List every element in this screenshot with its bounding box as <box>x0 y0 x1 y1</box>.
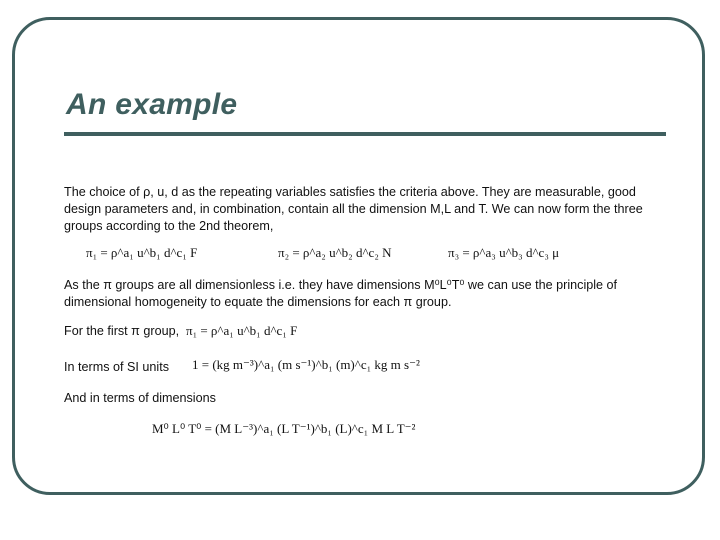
first-group-label: For the first π group, <box>64 324 180 338</box>
intro-paragraph: The choice of ρ, u, d as the repeating variables satisfies the criteria above. They are measurable, good design parameters and, in combination, contain all the dimension M,L and T. We can now form the three groups according to the 2nd theorem, <box>64 185 643 233</box>
dimensions-label: And in terms of dimensions <box>64 391 216 405</box>
pi3-equation: π₃ = ρ^a₃ u^b₃ d^c₃ μ <box>448 245 560 260</box>
dimensions-equation: M⁰ L⁰ T⁰ = (M L⁻³)^a₁ (L T⁻¹)^b₁ (L)^c₁ M L T⁻² <box>152 421 416 436</box>
pi1-equation: π₁ = ρ^a₁ u^b₁ d^c₁ F <box>86 245 198 260</box>
title-underline <box>64 132 666 136</box>
slide-title: An example <box>66 88 238 121</box>
si-units-label: In terms of SI units <box>64 360 169 374</box>
first-group-equation: π₁ = ρ^a₁ u^b₁ d^c₁ F <box>186 323 298 338</box>
si-units-equation: 1 = (kg m⁻³)^a₁ (m s⁻¹)^b₁ (m)^c₁ kg m s⁻² <box>192 357 420 372</box>
dimensionless-paragraph: As the π groups are all dimensionless i.e. they have dimensions M⁰L⁰T⁰ we can use the principle of dimensional homogeneity to equate the dimensions for each π group. <box>64 278 618 309</box>
pi2-equation: π₂ = ρ^a₂ u^b₂ d^c₂ N <box>278 245 392 260</box>
